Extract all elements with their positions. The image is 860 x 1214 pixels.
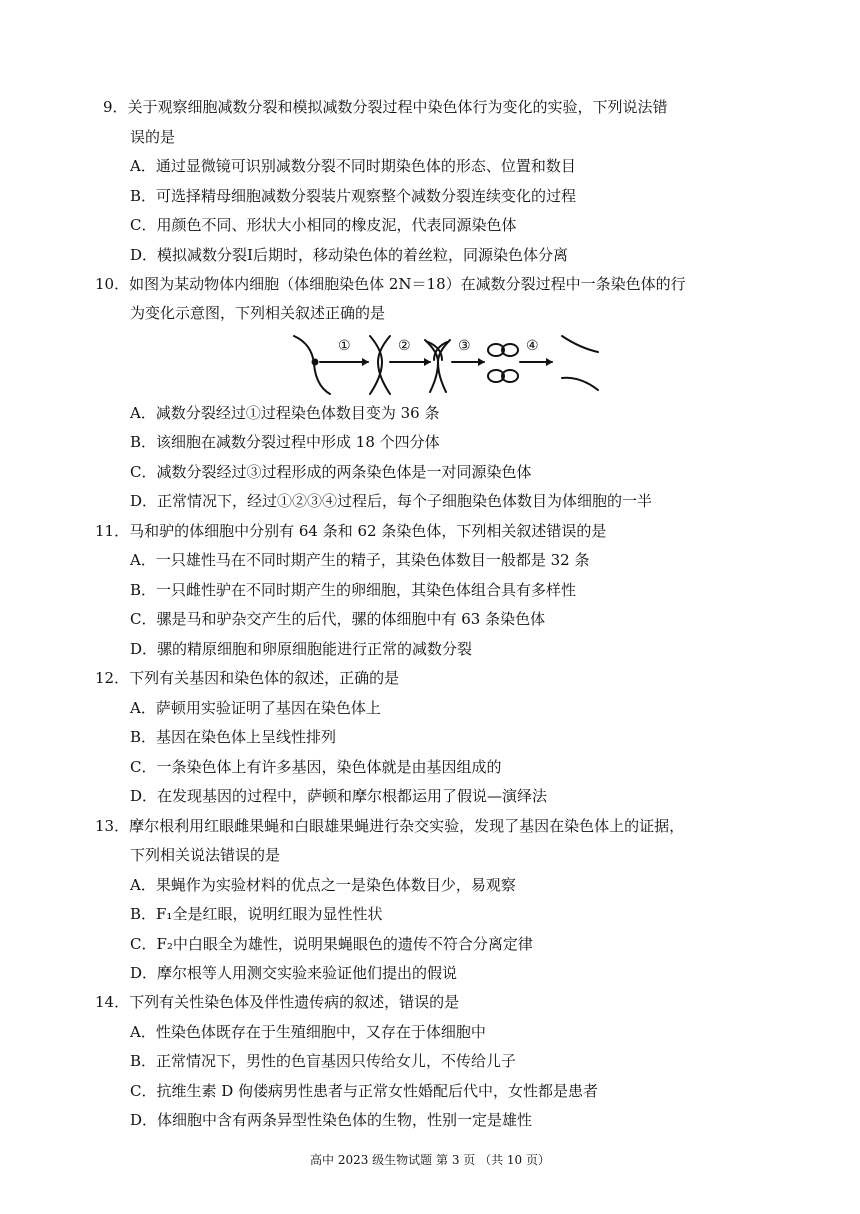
question-14-option-c: C．抗维生素 D 佝偻病男性患者与正常女性婚配后代中，女性都是患者 — [130, 1082, 599, 1100]
question-11-option-b: B．一只雌性驴在不同时期产生的卵细胞，其染色体组合具有多样性 — [130, 581, 577, 599]
chromosome-behavior-diagram — [290, 330, 610, 400]
step-label-3: ③ — [458, 338, 471, 354]
question-13-option-c: C．F₂中白眼全为雄性，说明果蝇眼色的遗传不符合分离定律 — [130, 935, 533, 953]
question-13-option-a: A．果蝇作为实验材料的优点之一是染色体数目少，易观察 — [130, 876, 516, 894]
question-11-option-a: A．一只雄性马在不同时期产生的精子，其染色体数目一般都是 32 条 — [130, 551, 590, 569]
question-number: 13． — [95, 817, 130, 835]
question-10-option-b: B．该细胞在减数分裂过程中形成 18 个四分体 — [130, 433, 440, 451]
question-10-stem-line-1 — [95, 274, 686, 294]
question-14-option-d: D．体细胞中含有两条异型性染色体的生物，性别一定是雄性 — [130, 1111, 533, 1129]
question-13-stem-line-1 — [95, 816, 684, 836]
chromatid-left — [370, 336, 382, 394]
question-stem: 关于观察细胞减数分裂和模拟减数分裂过程中染色体行为变化的实验，下列说法错 — [127, 98, 668, 116]
question-12-stem-line-1 — [95, 668, 399, 688]
step-label-4: ④ — [526, 338, 539, 354]
question-10-stem-line-2: 为变化示意图，下列相关叙述正确的是 — [130, 304, 386, 322]
daughter-chromosome-bottom — [562, 378, 598, 390]
question-12-option-b: B．基因在染色体上呈线性排列 — [130, 728, 337, 746]
question-10-option-a: A．减数分裂经过①过程染色体数目变为 36 条 — [130, 404, 440, 422]
question-9-option-c: C．用颜色不同、形状大小相同的橡皮泥，代表同源染色体 — [130, 216, 517, 234]
question-stem: 下列有关基因和染色体的叙述，正确的是 — [129, 669, 400, 687]
step-label-1: ① — [338, 338, 351, 354]
question-12-option-a: A．萨顿用实验证明了基因在染色体上 — [130, 699, 381, 717]
question-9-stem-line-1 — [103, 97, 668, 117]
question-13-stem-line-2: 下列相关说法错误的是 — [130, 846, 281, 864]
question-12-option-c: C．一条染色体上有许多基因，染色体就是由基因组成的 — [130, 758, 502, 776]
question-stem: 下列有关性染色体及伴性遗传病的叙述，错误的是 — [129, 993, 460, 1011]
question-number: 14． — [95, 993, 130, 1011]
question-number: 10． — [95, 275, 130, 293]
chromatid-right — [378, 336, 390, 394]
chromosome-initial — [294, 336, 330, 394]
question-14-option-b: B．正常情况下，男性的色盲基因只传给女儿，不传给儿子 — [130, 1052, 517, 1070]
question-stem: 摩尔根利用红眼雌果蝇和白眼雄果蝇进行杂交实验，发现了基因在染色体上的证据， — [129, 817, 685, 835]
question-10-option-d: D．正常情况下，经过①②③④过程后，每个子细胞染色体数目为体细胞的一半 — [130, 492, 653, 510]
question-number: 9． — [103, 98, 128, 116]
question-14-stem-line-1 — [95, 992, 459, 1012]
centromere — [313, 360, 318, 365]
step-label-2: ② — [398, 338, 411, 354]
question-9-option-d: D．模拟减数分裂Ⅰ后期时，移动染色体的着丝粒，同源染色体分离 — [130, 246, 568, 264]
question-9-stem-line-2: 误的是 — [130, 128, 176, 146]
question-9-option-b: B．可选择精母细胞减数分裂装片观察整个减数分裂连续变化的过程 — [130, 187, 577, 205]
question-14-option-a: A．性染色体既存在于生殖细胞中，又存在于体细胞中 — [130, 1023, 486, 1041]
question-13-option-d: D．摩尔根等人用测交实验来验证他们提出的假说 — [130, 964, 458, 982]
question-13-option-b: B．F₁全是红眼，说明红眼为显性性状 — [130, 905, 383, 923]
question-11-option-c: C．骡是马和驴杂交产生的后代，骡的体细胞中有 63 条染色体 — [130, 610, 546, 628]
daughter-chromosome-top — [562, 336, 598, 352]
question-9-option-a: A．通过显微镜可识别减数分裂不同时期染色体的形态、位置和数目 — [130, 157, 576, 175]
question-number: 11． — [95, 522, 130, 540]
question-12-option-d: D．在发现基因的过程中，萨顿和摩尔根都运用了假说—演绎法 — [130, 787, 548, 805]
question-11-stem-line-1 — [95, 521, 606, 541]
question-stem: 如图为某动物体内细胞（体细胞染色体 2N＝18）在减数分裂过程中一条染色体的行 — [129, 275, 686, 293]
question-10-option-c: C．减数分裂经过③过程形成的两条染色体是一对同源染色体 — [130, 463, 532, 481]
question-stem: 马和驴的体细胞中分别有 64 条和 62 条染色体，下列相关叙述错误的是 — [129, 522, 607, 540]
question-11-option-d: D．骡的精原细胞和卵原细胞能进行正常的减数分裂 — [130, 640, 473, 658]
question-number: 12． — [95, 669, 130, 687]
page-footer: 高中 2023 级生物试题 第 3 页 （共 10 页） — [310, 1153, 550, 1167]
